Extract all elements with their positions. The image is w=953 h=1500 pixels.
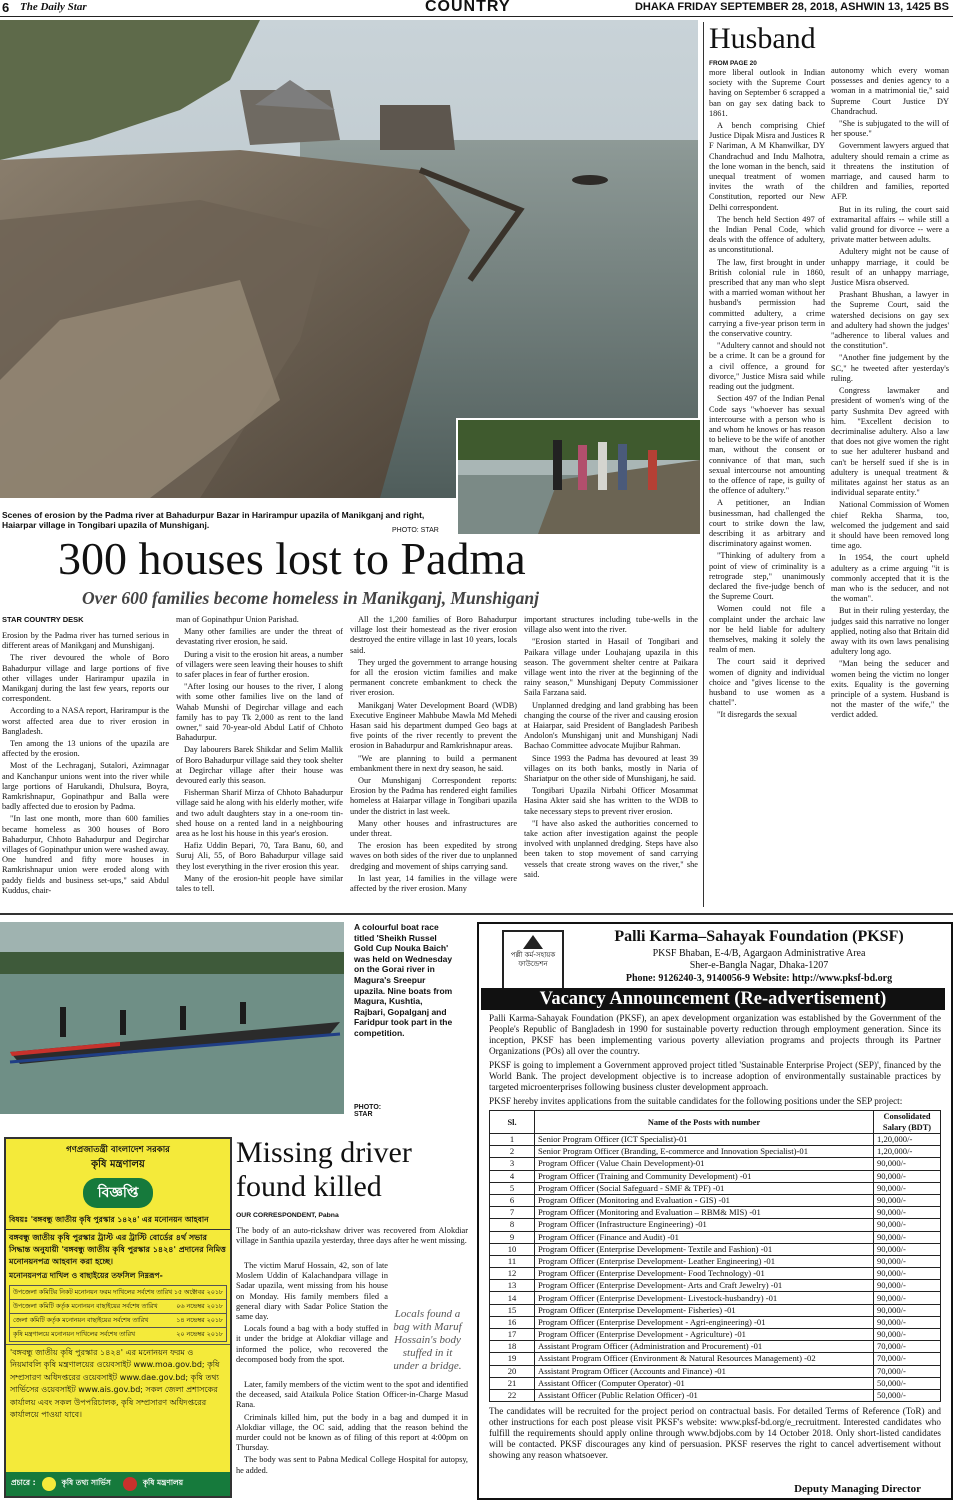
paragraph: more liberal outlook in Indian society with the Supreme Court having on September 6 scrapped a ban on gay sex dating back to 1861. xyxy=(709,68,825,118)
paragraph: Congress lawmaker and president of women's wing of the party Sushmita Dev agreed with him. "Excellent decision to decriminalise adultery. Also a law that does not give women the right to sue her adulterer husband and can't be herself sued if she is in adultery is unequal treatment & militates against her status as an individual separate entity." xyxy=(831,386,949,498)
table-row xyxy=(490,1207,941,1219)
bangla-ad-intro: বঙ্গবন্ধু জাতীয় কৃষি পুরস্কার ট্রাস্ট এর ট্রাস্টি বোর্ডের ৪র্থ সভার সিদ্ধান্ত অনুযায়ী 'বঙ্গবন্ধু জাতীয় কৃষি পুরস্কার ১৪২৪' প্রদানের নিমিত্ত মনোনয়নপত্র আহবান করা হচ্ছে। xyxy=(9,1233,226,1266)
schedule-row xyxy=(10,1314,226,1328)
paragraph: The law, first brought in under British colonial rule in 1860, prescribed that any man who slept with a married woman without her husband's permission had committed adultery, a crime carrying a five-year prison term in the conservative country. xyxy=(709,257,825,339)
cell-post-name: Program Officer (Infrastructure Engineering) -01 xyxy=(535,1219,874,1231)
cell-post-name: Program Officer (Enterprise Development - Agriculture) -01 xyxy=(535,1329,874,1341)
cell-sl: 5 xyxy=(490,1182,535,1194)
cell-sl: 9 xyxy=(490,1231,535,1243)
paragraph: The court said it deprived women of dignity and individual choice and "gives license to the husband to use women as a chattel". xyxy=(709,657,825,708)
table-row xyxy=(490,1377,941,1389)
paragraph: National Commission of Women chief Rekha Sharma, too, welcomed the judgement and said it should have been removed long time ago. xyxy=(831,500,949,551)
husband-from-page: FROM PAGE 20 xyxy=(709,60,757,67)
bangla-ad-schedule-title: মনোনয়নপত্র দাখিল ও বাছাইয়ের তফসিল নিম্নরূপ- xyxy=(9,1271,163,1280)
inset-photo xyxy=(456,418,702,536)
cell-salary: 1,20,000/- xyxy=(874,1134,941,1146)
vacancy-table-wrapper xyxy=(489,1110,941,1402)
bangla-ad-footer-label: প্রচারে : xyxy=(11,1478,36,1487)
paragraph: "Adultery cannot and should not be a crime. It can be a ground for a civil offence, a ground for divorce," Justice Misra said while reading out the judgment. xyxy=(709,341,825,392)
paragraph: The bench held Section 497 of the Indian Penal Code, which deals with the offence of adultery, as unconstitutional. xyxy=(709,214,825,255)
paragraph: They urged the government to arrange housing for all the erosion victim families and make permanent concrete embankment to check the river erosion. xyxy=(350,657,517,698)
bangla-ad-subject: বিষয়ঃ 'বঙ্গবন্ধু জাতীয় কৃষি পুরস্কার ১৪২৪' এর মনোনয়ন আহবান xyxy=(6,1212,230,1230)
missing-driver-lead: The body of an auto-rickshaw driver was recovered from Alokdiar village in Santhia upazila yesterday, three days after he went missing. xyxy=(236,1226,468,1246)
missing-driver-headline: Missing driver found killed xyxy=(236,1136,412,1203)
cell-salary: 90,000/- xyxy=(874,1182,941,1194)
missing-driver-pullquote: Locals found a bag with Maruf Hossain's body stuffed in it under a bridge. xyxy=(393,1308,462,1372)
main-headline: 300 houses lost to Padma xyxy=(58,533,526,584)
dateline: DHAKA FRIDAY SEPTEMBER 28, 2018, ASHWIN 13, 1425 BS xyxy=(634,1,949,13)
cell-post-name: Program Officer (Value Chain Development)-01 xyxy=(535,1158,874,1170)
cell-salary: 90,000/- xyxy=(874,1219,941,1231)
paragraph: Erosion by the Padma river has turned serious in different areas of Manikganj and Munshiganj. xyxy=(2,631,169,651)
paragraph: Hafiz Uddin Bepari, 70, Tara Banu, 60, and Suruj Ali, 55, of Boro Bahadurpur village said they lost everything in the river erosion this year. xyxy=(176,841,343,871)
cell-salary: 70,000/- xyxy=(874,1365,941,1377)
schedule-row xyxy=(10,1286,226,1300)
schedule-label: উপজেলা কমিটির নিকট মনোনয়ন ফরম দাখিলের সর্বশেষ তারিখ xyxy=(13,1289,173,1296)
cell-sl: 18 xyxy=(490,1341,535,1353)
cell-post-name: Assistant Program Officer (Accounts and Finance) -01 xyxy=(535,1365,874,1377)
cell-post-name: Senior Program Officer (ICT Specialist)-01 xyxy=(535,1134,874,1146)
cell-sl: 22 xyxy=(490,1389,535,1401)
cell-post-name: Program Officer (Monitoring and Evaluation – RBM& MIS) -01 xyxy=(535,1207,874,1219)
cell-salary: 1,20,000/- xyxy=(874,1146,941,1158)
cell-salary: 90,000/- xyxy=(874,1329,941,1341)
pksf-org-name: Palli Karma–Sahayak Foundation (PKSF) xyxy=(614,928,904,945)
pksf-title: Vacancy Announcement (Re-advertisement) xyxy=(481,988,945,1010)
paragraph: "After losing our houses to the river, I along with some other families live on the land of Wahab Munshi of Degirchar village and each family has to pay Tk 2,000 as rent to the land owner," said 70-year-old Abdul Latif of Chhoto Bahadurpur. xyxy=(176,682,343,743)
paragraph: Day labourers Barek Shikdar and Selim Mallik of Boro Bahadurpur village said they took shelter at Degirchar village after their house was devoured early this season. xyxy=(176,745,343,786)
cell-salary: 50,000/- xyxy=(874,1389,941,1401)
cell-post-name: Program Officer (Training and Community Development) -01 xyxy=(535,1170,874,1182)
section-title: COUNTRY xyxy=(425,0,511,15)
cell-sl: 6 xyxy=(490,1194,535,1206)
cell-salary: 90,000/- xyxy=(874,1280,941,1292)
table-row xyxy=(490,1158,941,1170)
schedule-date: ০৬ নভেম্বর ২০১৮ xyxy=(176,1303,223,1310)
cell-post-name: Program Officer (Enterprise Development- Arts and Craft Jewelry) -01 xyxy=(535,1280,874,1292)
cell-sl: 17 xyxy=(490,1329,535,1341)
schedule-label: কৃষি মন্ত্রণালয়ে মনোনয়ন দাখিলের সর্বশেষ তারিখ xyxy=(13,1331,136,1338)
table-row xyxy=(490,1329,941,1341)
paragraph: "Erosion started in Hasail of Tongibari and Paikara village under Louhajang upazila in this season. The government shelter centre at Paikara village went into the river at the beginning of the rainy season," Munshiganj Deputy Commissioner Saila Farzana said. xyxy=(524,637,698,698)
cell-post-name: Assistant Officer (Computer Operator) -01 xyxy=(535,1377,874,1389)
bangla-ad-schedule xyxy=(9,1285,227,1342)
column-divider xyxy=(703,22,704,907)
table-row xyxy=(490,1292,941,1304)
paragraph: Adultery might not be cause of unhappy marriage, it could be result of an unhappy marriage, Justice Misra observed. xyxy=(831,247,949,288)
missing-driver-col-narrow xyxy=(236,1261,388,1379)
table-row xyxy=(490,1231,941,1243)
main-column-1 xyxy=(2,631,169,909)
col-sl-header: Sl. xyxy=(490,1111,535,1134)
paragraph: autonomy which every woman possesses and denies agency to a woman in a matrimonial tie," said Supreme Court Justice DY Chandrachud. xyxy=(831,66,949,116)
pksf-signature: Deputy Managing Director xyxy=(794,1483,921,1495)
vacancy-table-body xyxy=(490,1134,941,1402)
table-row xyxy=(490,1353,941,1365)
paragraph: "Man being the seducer and women being the victim no longer exits. Equality is the governing principle of a system. Husband is not the master of the wife," the verdict added. xyxy=(831,659,949,720)
cell-salary: 90,000/- xyxy=(874,1243,941,1255)
pksf-logo-icon xyxy=(523,935,543,949)
cell-post-name: Assistant Program Officer (Environment & Natural Resources Management) -02 xyxy=(535,1353,874,1365)
schedule-date: ১৫ অক্টোবর ২০১৮ xyxy=(173,1289,223,1296)
cell-post-name: Senior Program Officer (Branding, E-commerce and Innovation Specialist)-01 xyxy=(535,1146,874,1158)
government-seal-icon xyxy=(123,1477,137,1491)
paragraph: According to a NASA report, Harirampur is the worst affected area due to river erosion in Bangladesh. xyxy=(2,706,169,736)
pksf-ad xyxy=(477,922,953,1500)
pksf-logo-text: পল্লী কর্ম-সহায়ক ফাউন্ডেশন xyxy=(510,951,556,968)
bangla-ad-badge: বিজ্ঞপ্তি xyxy=(83,1178,153,1208)
pksf-footer: The candidates will be recruited for the project period on contractual basis. For detailed Terms of Reference (ToR) and other instructions for each post please visit PKSF's website: www.pksf-bd.org/e_recruitment. Interested candidates who fulfill the requirements should apply online through www.bdjobs.com by 14 October 2018. Only short-listed candidates will be contacted. PKSF discourages any kind of persuasion. PKSF reserves the right to cancel advertisement without showing any reason whatsoever. xyxy=(489,1406,941,1460)
cell-salary: 70,000/- xyxy=(874,1353,941,1365)
cell-sl: 15 xyxy=(490,1304,535,1316)
paragraph: Government lawyers argued that adultery should remain a crime as it threatens the institution of marriage, and caused harm to children and families, reported AFP. xyxy=(831,141,949,202)
paragraph: Many of the erosion-hit people have similar tales to tell. xyxy=(176,873,343,894)
pksf-contact: Phone: 9126240-3, 9140056-9 Website: http://www.pksf-bd.org xyxy=(625,973,893,984)
bangla-ad-footer-org2: কৃষি মন্ত্রণালয় xyxy=(142,1478,184,1487)
paragraph: important structures including tube-wells in the village also went into the river. xyxy=(524,615,698,635)
paragraph: "Another fine judgement by the SC," he tweeted after yesterday's ruling. xyxy=(831,353,949,383)
cell-sl: 12 xyxy=(490,1268,535,1280)
cell-sl: 19 xyxy=(490,1353,535,1365)
table-row xyxy=(490,1146,941,1158)
paragraph: man of Gopinathpur Union Parishad. xyxy=(176,615,299,624)
cell-post-name: Program Officer (Monitoring and Evaluation - GIS) -01 xyxy=(535,1194,874,1206)
cell-post-name: Program Officer (Enterprise Development- Textile and Fashion) -01 xyxy=(535,1243,874,1255)
cell-post-name: Program Officer (Enterprise Development- Food Technology) -01 xyxy=(535,1268,874,1280)
cell-post-name: Program Officer (Enterprise Development- Livestock-husbandry) -01 xyxy=(535,1292,874,1304)
schedule-date: ১৪ নভেম্বর ২০১৮ xyxy=(176,1317,223,1324)
paragraph: Ten among the 13 unions of the upazila are affected by the erosion. xyxy=(2,739,169,759)
cell-post-name: Program Officer (Enterprise Development - Agri-engineering) -01 xyxy=(535,1316,874,1328)
paragraph: Later, family members of the victim went to the spot and identified the deceased, said Ataikula Police Station Officer-in-Charge Masud Rana. xyxy=(236,1380,468,1410)
cell-salary: 90,000/- xyxy=(874,1207,941,1219)
cell-salary: 70,000/- xyxy=(874,1341,941,1353)
inset-photo-graphic xyxy=(458,420,700,534)
cell-salary: 50,000/- xyxy=(874,1377,941,1389)
bangla-ad-line2: কৃষি মন্ত্রণালয় xyxy=(91,1159,145,1170)
cell-post-name: Assistant Program Officer (Administration and Procurement) -01 xyxy=(535,1341,874,1353)
paragraph: Since 1993 the Padma has devoured at least 39 villages on its both banks, mostly in Naria of Shariatpur on the other side of Munshiganj, he said. xyxy=(524,753,698,784)
schedule-row xyxy=(10,1300,226,1314)
husband-column-1 xyxy=(709,68,825,908)
paragraph: Locals found a bag with a body stuffed in it under the bridge at Alokdiar village and informed the police, who recovered the decomposed body from the spot. xyxy=(236,1324,388,1364)
paragraph: Prashant Bhushan, a lawyer in the Supreme Court, said the watershed decisions on gay sex and adultery had shown the judges' "adherence to liberal values and the constitution". xyxy=(831,290,949,351)
cell-sl: 20 xyxy=(490,1365,535,1377)
cell-post-name: Program Officer (Finance and Audit) -01 xyxy=(535,1231,874,1243)
pksf-para2: PKSF is going to implement a Government approved project titled 'Sustainable Enterprise Project (SEP)', financed by the World Bank. The project development objective is to increase adoption of environmentally sustainable practices by targeted microenterprises following business cluster development approach. xyxy=(489,1060,941,1092)
schedule-label: জেলা কমিটি কর্তৃক মনোনয়ন বাছাইয়ের সর্বশেষ তারিখ xyxy=(13,1317,149,1324)
table-header-row xyxy=(490,1111,941,1134)
bangla-ad xyxy=(4,1137,232,1498)
table-row xyxy=(490,1170,941,1182)
vacancy-table xyxy=(489,1110,941,1402)
pksf-address2: Sher-e-Bangla Nagar, Dhaka-1207 xyxy=(689,960,829,971)
table-row xyxy=(490,1389,941,1401)
schedule-row xyxy=(10,1328,226,1341)
cell-salary: 90,000/- xyxy=(874,1304,941,1316)
cell-sl: 8 xyxy=(490,1219,535,1231)
pksf-para1: Palli Karma-Sahayak Foundation (PKSF), an apex development organization was established by the Government of the People's Republic of Bangladesh in 1990 for sustainable poverty reduction through employment generation. Since its inception, PKSF has been implementing various poverty alleviation programs and projects through its Partner Organizations (POs) all over the country. xyxy=(489,1013,941,1056)
paragraph: "We are planning to build a permanent embankment there in next dry season, he said. xyxy=(350,753,517,773)
paragraph: Many other families are under the threat of devastating river erosion, he said. xyxy=(176,627,343,647)
cell-sl: 16 xyxy=(490,1316,535,1328)
page-header xyxy=(0,0,953,17)
main-column-3 xyxy=(350,615,517,909)
table-row xyxy=(490,1304,941,1316)
paragraph: The victim Maruf Hossain, 42, son of late Moslem Uddin of Kalachandpara village in Sadar upazila, went missing from his house on Monday. His family members filed a general diary with Sadar Police Station the same day. xyxy=(236,1261,388,1322)
table-row xyxy=(490,1134,941,1146)
schedule-label: উপজেলা কমিটি কর্তৃক মনোনয়ন বাছাইয়ের সর্বশেষ তারিখ xyxy=(13,1303,158,1310)
paragraph: Tongibari Upazila Nirbahi Officer Mosammat Hasina Akter said she has written to the WDB to take necessary steps to prevent river erosion. xyxy=(524,786,698,816)
cell-sl: 21 xyxy=(490,1377,535,1389)
main-subhead: Over 600 families become homeless in Manikganj, Munshiganj xyxy=(82,588,539,608)
paragraph: Our Munshiganj Correspondent reports: Erosion by the Padma has rendered eight families homeless at Haiarpar village in Tongibari upazila under the district in last week. xyxy=(350,776,517,816)
bangla-ad-body: 'বঙ্গবন্ধু জাতীয় কৃষি পুরস্কার ১৪২৪' এর মনোনয়ন ফরম ও নিয়মাবলি কৃষি মন্ত্রণালয়ের ওয়েবসাইট www.moa.gov.bd; কৃষি সম্প্রসারণ অধিদপ্তরের ওয়েবসাইট www.dae.gov.bd; কৃষি তথ্য সার্ভিসের ওয়েবসাইট www.ais.gov.bd; সকল জেলা প্রশাসকের কার্যালয় এবং সকল উপপরিচালক, কৃষি সম্প্রসারণ অধিদপ্তরের কার্যালয়ে পাওয়া যাবে। xyxy=(6,1344,230,1423)
boat-race-caption: A colourful boat race titled 'Sheikh Russel Gold Cup Nouka Baich' was held on Wednesday on the Gorai river in Magura's Sreepur upazila. Nine boats from Magura, Kushtia, Rajbari, Gopalganj and Faridpur took part in the competition. xyxy=(354,922,453,1038)
paragraph: In 1954, the court upheld adultery as a crime arguing "it is commonly accepted that it is the man who is the seducer, and not the woman". xyxy=(831,553,949,604)
paragraph: During a visit to the erosion hit areas, a number of villagers were seen leaving their houses to shift to safer places in fear of further erosion. xyxy=(176,649,343,680)
cell-sl: 1 xyxy=(490,1134,535,1146)
missing-driver-byline: OUR CORRESPONDENT, Pabna xyxy=(236,1212,339,1219)
main-byline: STAR COUNTRY DESK xyxy=(2,615,84,624)
paragraph: In last year, 14 families in the village were affected by the river erosion. Many xyxy=(350,873,517,894)
table-row xyxy=(490,1280,941,1292)
page-number: 6 xyxy=(2,0,10,15)
erosion-photo-credit: PHOTO: STAR xyxy=(392,527,439,534)
ais-logo-icon xyxy=(42,1477,56,1491)
cell-salary: 90,000/- xyxy=(874,1158,941,1170)
paragraph: Unplanned dredging and land grabbing has been changing the course of the river and causing erosion at Haiarpar, said President of Bangladesh Paribesh Andolon's Munshiganj unit and Munshiganj Nadi Bachao Committee advocate Mujibur Rahman. xyxy=(524,700,698,751)
missing-driver-col-wide xyxy=(236,1380,468,1498)
pksf-para3: PKSF hereby invites applications from the suitable candidates for the following positions under the SEP project: xyxy=(489,1096,903,1106)
paragraph: "Thinking of adultery from a point of view of criminality is a retrograde step," unanimously declared the five-judge bench of the Supreme Court. xyxy=(709,551,825,602)
cell-salary: 90,000/- xyxy=(874,1170,941,1182)
paragraph: But in their ruling yesterday, the judges said this narrative no longer applied, noting also that Britain did away with its own laws penalising adultery long ago. xyxy=(831,606,949,657)
cell-sl: 3 xyxy=(490,1158,535,1170)
cell-sl: 4 xyxy=(490,1170,535,1182)
paragraph: All the 1,200 families of Boro Bahadurpur village lost their homestead as the river erosion destroyed the entire village in last 10 years, locals said. xyxy=(350,615,517,655)
main-column-4 xyxy=(524,615,698,909)
col-name-header: Name of the Posts with number xyxy=(535,1111,874,1134)
cell-salary: 90,000/- xyxy=(874,1268,941,1280)
paragraph: The body was sent to Pabna Medical College Hospital for autopsy, he added. xyxy=(236,1455,468,1475)
cell-post-name: Program Officer (Enterprise Development- Leather Engineering) -01 xyxy=(535,1255,874,1267)
boat-race-photo-graphic xyxy=(0,922,344,1114)
paragraph: Women could not file a complaint under the archaic law nor be held liable for adultery themselves, making it solely the realm of men. xyxy=(709,604,825,655)
paragraph: Section 497 of the Indian Penal Code says "whoever has sexual intercourse with a person who is and whom he knows or has reason to believe to be the wife of another man, without the consent or connivance of that man, such sexual intercourse not amounting to the offence of rape, is guilty of the offence of adultery." xyxy=(709,394,825,496)
cell-sl: 13 xyxy=(490,1280,535,1292)
cell-sl: 7 xyxy=(490,1207,535,1219)
paragraph: "She is subjugated to the will of her spouse." xyxy=(831,119,949,139)
table-row xyxy=(490,1316,941,1328)
paragraph: Many other houses and infrastructures are under threat. xyxy=(350,818,517,839)
cell-post-name: Program Officer (Social Safeguard - SMF & TPF) -01 xyxy=(535,1182,874,1194)
cell-salary: 90,000/- xyxy=(874,1194,941,1206)
paragraph: "I have also asked the authorities concerned to take action after investigation against the people involved with unplanned dredging. Steps have also been taken to stop movement of sand carrying vessels that create strong waves on the river," she said. xyxy=(524,818,698,879)
cell-sl: 14 xyxy=(490,1292,535,1304)
table-row xyxy=(490,1268,941,1280)
paragraph: The erosion has been expedited by strong waves on both sides of the river due to unplanned dredging and movement of ships carrying sand. xyxy=(350,841,517,871)
pksf-address1: PKSF Bhaban, E-4/B, Agargaon Administrative Area xyxy=(652,948,866,959)
table-row xyxy=(490,1341,941,1353)
table-row xyxy=(490,1365,941,1377)
table-row xyxy=(490,1243,941,1255)
schedule-date: ২০ নভেম্বর ২০১৮ xyxy=(176,1331,223,1338)
bangla-ad-footer xyxy=(6,1472,230,1496)
bangla-ad-footer-org1: কৃষি তথ্য সার্ভিস xyxy=(61,1478,111,1487)
table-row xyxy=(490,1219,941,1231)
paragraph: The river devoured the whole of Boro Bahadurpur village and large portions of five other villages under Harirampur upazila in Manikganj during the last few years, reports our correspondent. xyxy=(2,653,169,704)
table-row xyxy=(490,1255,941,1267)
bangla-ad-line1: গণপ্রজাতন্ত্রী বাংলাদেশ সরকার xyxy=(66,1145,170,1155)
col-salary-header: Consolidated Salary (BDT) xyxy=(874,1111,941,1134)
cell-salary: 90,000/- xyxy=(874,1316,941,1328)
husband-column-2 xyxy=(831,66,949,908)
cell-salary: 90,000/- xyxy=(874,1292,941,1304)
section-divider xyxy=(0,913,953,915)
table-row xyxy=(490,1194,941,1206)
cell-sl: 11 xyxy=(490,1255,535,1267)
cell-post-name: Program Officer (Enterprise Development- Fisheries) -01 xyxy=(535,1304,874,1316)
erosion-caption: Scenes of erosion by the Padma river at Bahadurpur Bazar in Harirampur upazila of Manikganj and right, Haiarpar village in Tongibari upazila of Munshiganj. xyxy=(2,510,425,530)
paragraph: Fisherman Sharif Mirza of Chhoto Bahadurpur village said he along with his elderly mother, wife and two adult daughters stay in a one-room tin-shed house on a rented land in a neighbouring area as he lost his house in this year's erosion. xyxy=(176,788,343,839)
cell-salary: 90,000/- xyxy=(874,1255,941,1267)
paragraph: Criminals killed him, put the body in a bag and dumped it in Alokdiar village, the OC said, adding that the reason behind the murder could not be known as of filing of this report at 4:00pm on Thursday. xyxy=(236,1412,468,1453)
paragraph: A bench comprising Chief Justice Dipak Misra and Justices R F Nariman, A M Khanwilkar, DY Chandrachud and Indu Malhotra, the lone woman in the bench, said unequal treatment of women invites the wrath of the Constitution, reported our New Delhi correspondent. xyxy=(709,121,825,212)
husband-headline: Husband xyxy=(709,22,816,55)
cell-post-name: Assistant Officer (Public Relation Officer) -01 xyxy=(535,1389,874,1401)
cell-salary: 90,000/- xyxy=(874,1231,941,1243)
cell-sl: 2 xyxy=(490,1146,535,1158)
table-row xyxy=(490,1182,941,1194)
paragraph: But in its ruling, the court said extramarital affairs -- while still a valid ground for divorce -- were a private matter between adults. xyxy=(831,204,949,245)
pksf-logo xyxy=(502,930,564,992)
boat-race-photo xyxy=(0,922,344,1114)
paragraph: "In last one month, more than 600 families became homeless as 300 houses of Boro Bahadurpur, Chhoto Bahadurpur and Degirchar villages of Gopinathpur union were washed away. One hundred and fifty more houses in Ramkrishnapur union were eroded along with paddy fields and business set-ups," said Abdul Kuddus, chair- xyxy=(2,814,169,895)
boat-race-photo-credit: PHOTO: STAR xyxy=(354,1104,382,1118)
masthead: The Daily Star xyxy=(20,1,87,13)
paragraph: Most of the Lechraganj, Sutalori, Azimnagar and Kanchanpur unions went into the river while large portions of Harukandi, Dhulsura, Boyra, Ramkrishnapur, Gopinathpur and Balla were badly affected due to erosion by Padma. xyxy=(2,761,169,812)
main-column-2 xyxy=(176,615,343,909)
paragraph: Manikganj Water Development Board (WDB) Executive Engineer Mahbube Mawla Md Mehedi Hasan said his department dumped Geo bags at five points of the river recently to prevent the erosion in Bahadurpur and Ramkrishnapur areas. xyxy=(350,700,517,751)
cell-sl: 10 xyxy=(490,1243,535,1255)
paragraph: "It disregards the sexual xyxy=(717,710,798,720)
paragraph: A petitioner, an Indian businessman, had challenged the court to strike down the law, describing it as arbitrary and discriminatory against women. xyxy=(709,498,825,549)
